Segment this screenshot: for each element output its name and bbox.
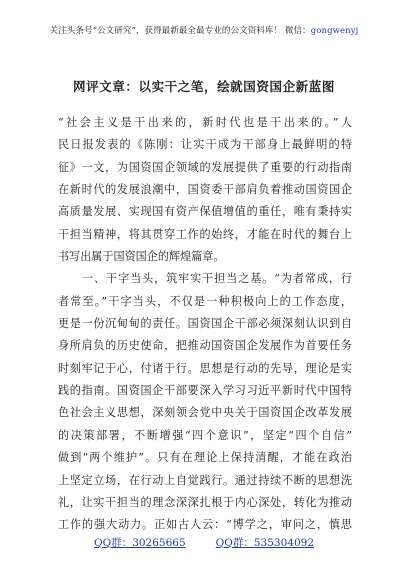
body-line: 书写出属于国资国企的辉煌篇章。 — [58, 250, 225, 264]
qq-group-link-1[interactable]: QQ群：30265665 — [93, 537, 186, 549]
body-line: 一、干字当头，筑牢实干担当之基。“为者常成，行 — [58, 272, 352, 286]
body-line: “社会主义是干出来的，新时代也是干出来的。”人 — [58, 116, 352, 129]
body-line: 更是一份沉甸甸的责任。国资国企干部必须深刻认识到自 — [58, 317, 352, 331]
body-line: 做到“两个维护”。只有在理论上保持清醒，才能在政治 — [58, 451, 352, 465]
body-line: 者常至。”干字当头，不仅是一种积极向上的工作态度， — [58, 294, 352, 308]
document-body — [58, 112, 352, 537]
body-line: 工作的强大动力。正如古人云：“博学之，审问之，慎思 — [58, 518, 352, 532]
promo-banner — [0, 24, 408, 36]
body-line: 征》一文，为国资国企领域的发展提供了重要的行动指南 — [58, 160, 352, 174]
body-line: 的决策部署，不断增强“四个意识”，坚定“四个自信” — [58, 428, 352, 442]
qq-group-footer — [0, 535, 408, 550]
body-line: 践的指南。国资国企干部要深入学习习近平新时代中国特 — [58, 384, 352, 398]
body-line: 在新时代的发展浪潮中，国资委干部肩负着推动国资国企 — [58, 183, 352, 197]
body-line: 上坚定立场，在行动上自觉践行。通过持续不断的思想洗 — [58, 473, 352, 487]
body-line: 民日报发表的《陈刚：让实干成为干部身上最鲜明的特 — [58, 138, 352, 152]
qq-group-link-2[interactable]: QQ群：535304092 — [215, 537, 314, 549]
document-title: 网评文章：以实干之笔，绘就国资国企新蓝图 — [72, 79, 335, 94]
body-line: 色社会主义思想，深刻领会党中央关于国资国企改革发展 — [58, 406, 352, 420]
body-line: 高质量发展、实现国有资产保值增值的重任，唯有秉持实 — [58, 205, 352, 219]
body-line: 礼，让实干担当的理念深深扎根于内心深处，转化为推动 — [58, 495, 352, 509]
body-line: 干担当精神，将其贯穿工作的始终，才能在时代的舞台上 — [58, 227, 352, 241]
body-line: 身所肩负的历史使命，把推动国资国企发展作为首要任务 — [58, 339, 352, 353]
body-line: 时刻牢记于心，付诸于行。思想是行动的先导，理论是实 — [58, 361, 352, 375]
promo-banner-text: 关注头条号“公文研究”，获得最新最全最专业的公文资料库！ 微信： — [49, 26, 311, 36]
wechat-id-link[interactable]: gongwenyj — [310, 26, 359, 36]
